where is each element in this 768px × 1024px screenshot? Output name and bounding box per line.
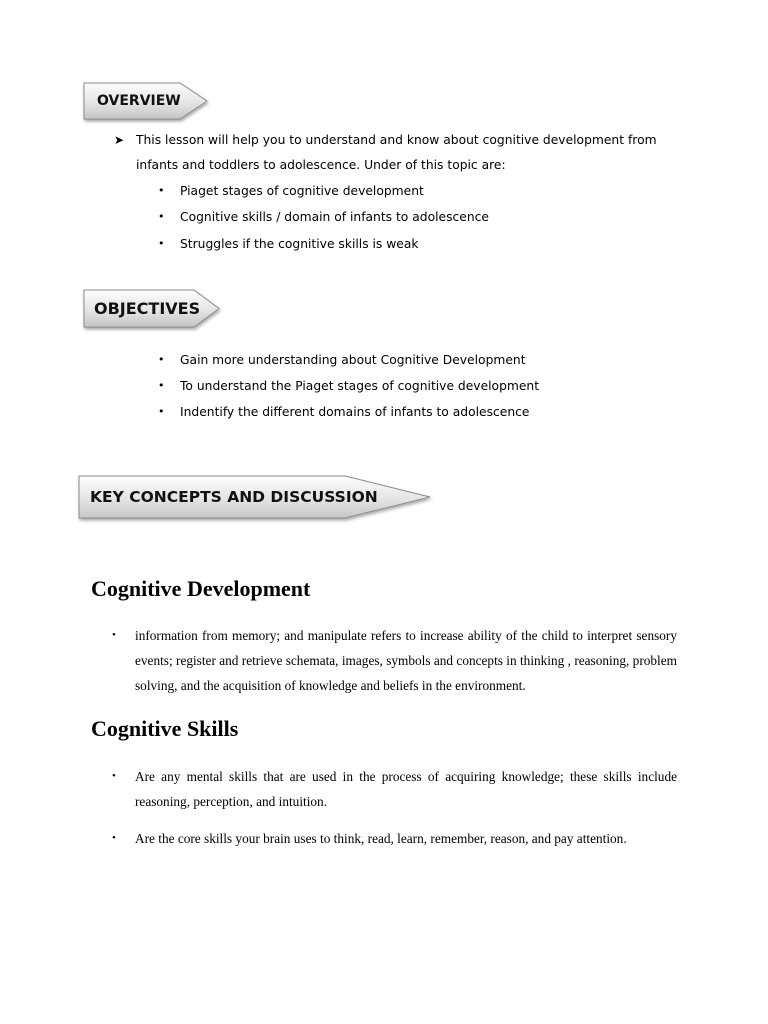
overview-banner — [84, 83, 208, 119]
cognitive-skills-paragraph-text: Are the core skills your brain uses to think, read, learn, remember, reason, and pay attention. — [135, 831, 627, 846]
key-concepts-heading: KEY CONCEPTS AND DISCUSSION — [90, 488, 378, 506]
overview-item-text: Cognitive skills / domain of infants to adolescence — [180, 210, 489, 224]
bullet-icon: • — [158, 184, 165, 197]
overview-heading: OVERVIEW — [97, 93, 181, 109]
overview-intro — [114, 128, 694, 178]
bullet-icon: • — [158, 405, 165, 418]
bullet-icon: • — [112, 629, 116, 641]
objectives-item-text: Gain more understanding about Cognitive Development — [180, 353, 526, 367]
key-concepts-banner — [79, 476, 431, 518]
bullet-icon: • — [158, 353, 165, 366]
cognitive-skills-paragraph — [112, 826, 677, 851]
cognitive-development-title: Cognitive Development — [91, 576, 311, 601]
bullet-icon: • — [112, 770, 116, 782]
cognitive-skills-paragraph-text: Are any mental skills that are used in the process of acquiring knowledge; these skills include reasoning, perception, and intuition. — [135, 769, 677, 809]
objectives-item-text: Indentify the different domains of infants to adolescence — [180, 405, 530, 419]
cognitive-skills-paragraph — [112, 764, 677, 814]
arrow-bullet-icon: ➤ — [114, 133, 125, 147]
bullet-icon: • — [158, 379, 165, 392]
overview-item-text: Piaget stages of cognitive development — [180, 184, 424, 198]
bullet-icon: • — [112, 832, 116, 844]
objectives-banner — [84, 290, 220, 327]
bullet-icon: • — [158, 237, 165, 250]
overview-item-text: Struggles if the cognitive skills is weak — [180, 237, 419, 251]
objectives-heading: OBJECTIVES — [94, 299, 201, 318]
cognitive-skills-title: Cognitive Skills — [91, 716, 239, 741]
cognitive-development-paragraph — [112, 623, 677, 698]
cognitive-development-paragraph-text: information from memory; and manipulate refers to increase ability of the child to interpret sensory events; register and retrieve schemata, images, symbols and concepts in thinking , reasoning, problem solving, and the acquisition of knowledge and beliefs in the environment. — [135, 628, 677, 693]
objectives-item-text: To understand the Piaget stages of cognitive development — [180, 379, 540, 393]
bullet-icon: • — [158, 210, 165, 223]
overview-intro-text: This lesson will help you to understand and know about cognitive development from infants and toddlers to adolescence. Under of this topic are: — [136, 133, 657, 172]
